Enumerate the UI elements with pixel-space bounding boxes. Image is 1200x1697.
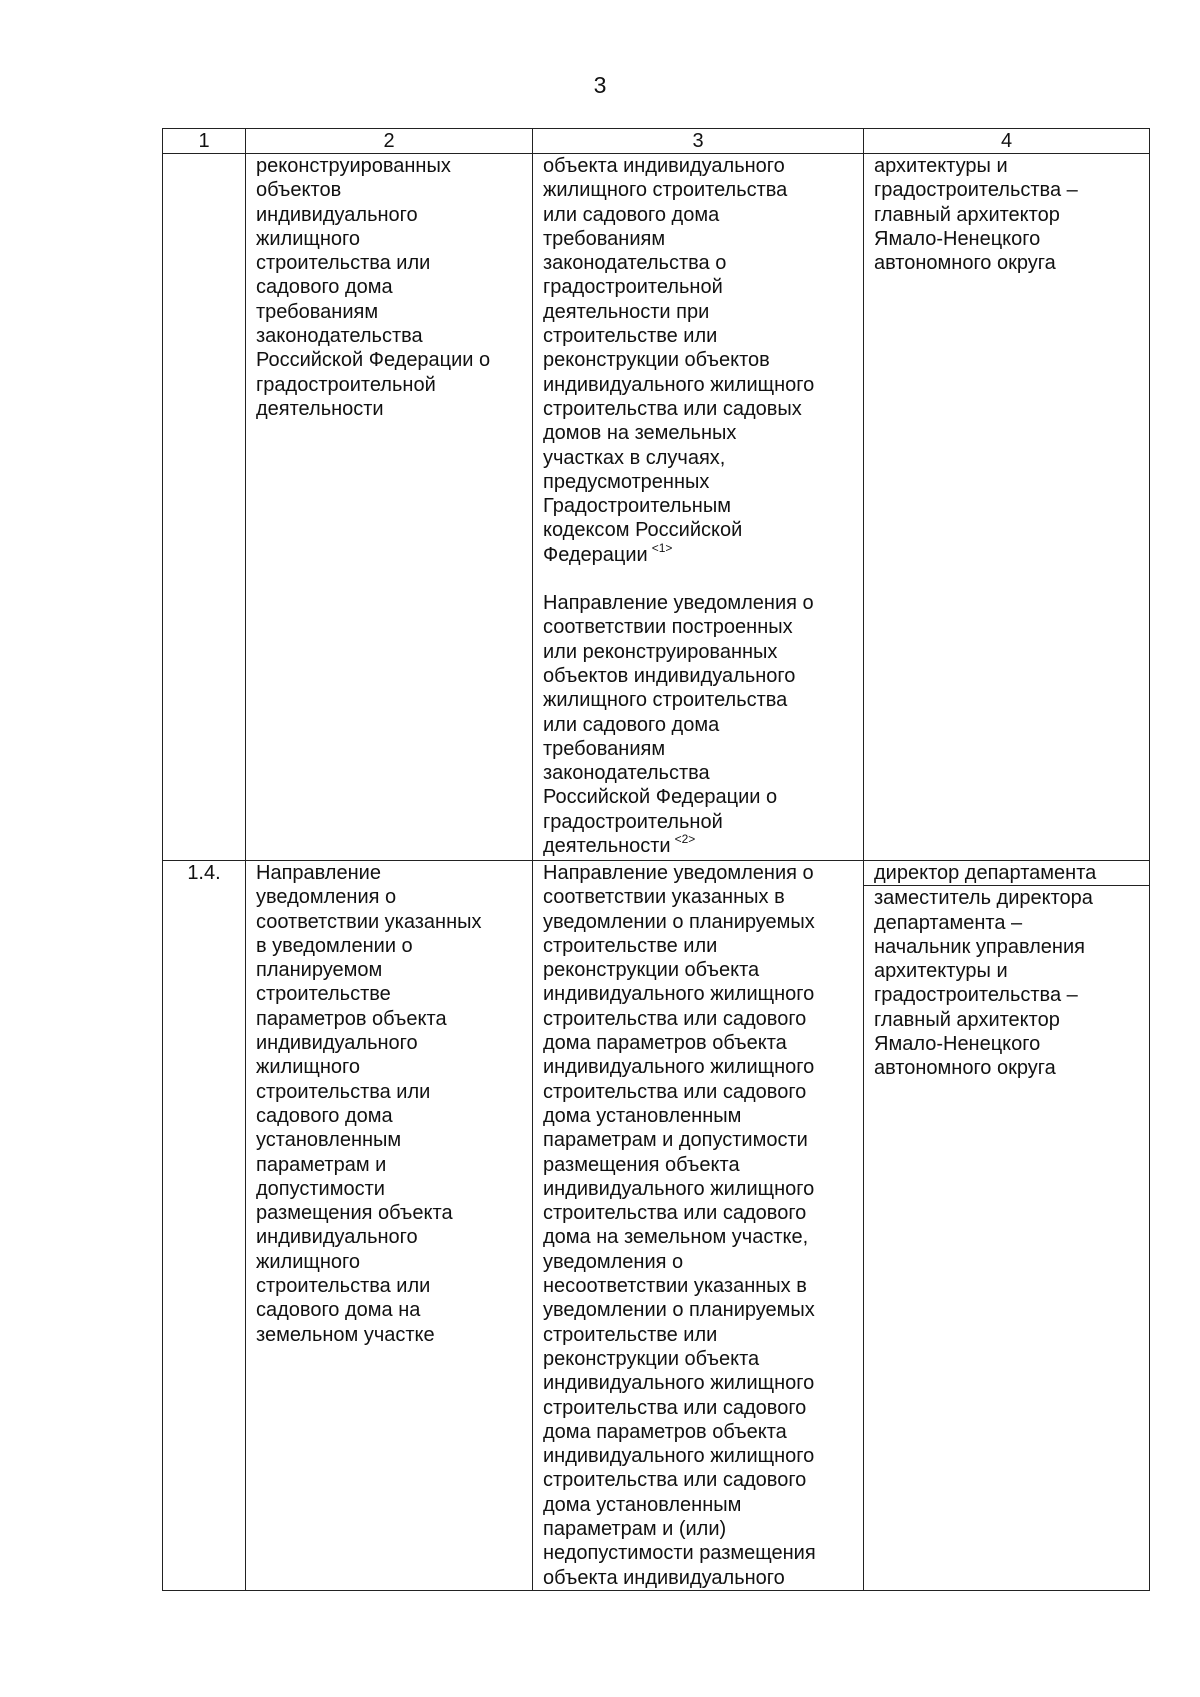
- column-header-1: 1: [163, 129, 246, 154]
- result-paragraph-2: [533, 591, 863, 858]
- result-cell: [533, 861, 864, 1591]
- footnote-ref-1: <1>: [651, 540, 673, 555]
- service-name-cell: [246, 154, 533, 861]
- result-text: Направление уведомления о соответствии указанных в уведомлении о планируемых строительстве или реконструкции объекта индивидуального жилищного строительства или садового дома параметров объекта индивидуального жилищного строительства или садового дома установленным параметрам и допустимости размещения объекта индивидуального жилищного строительства или садового дома на земельном участке, уведомления о несоответствии указанных в уведомлении о планируемых строительстве или реконструкции объекта индивидуального жилищного строительства или садового дома параметров объекта индивидуального жилищного строительства или садового дома установленным параметрам и (или) недопустимости размещения объекта индивидуального: [543, 862, 816, 1589]
- service-name-text: реконструированных объектов индивидуального жилищного строительства или садового дома требованиям законодательства Российской Федерации о градостроительной деятельности: [256, 155, 491, 420]
- official-text: архитектуры и градостроительства – главный архитектор Ямало-Ненецкого автономного округа: [874, 155, 1078, 275]
- column-header-3: 3: [533, 129, 864, 154]
- service-name-text: Направление уведомления о соответствии указанных в уведомлении о планируемом строительстве параметров объекта индивидуального жилищного строительства или садового дома установленным параметрам и допустимости размещения объекта индивидуального жилищного строительства или садового дома на земельном участке: [256, 862, 482, 1346]
- column-header-4: 4: [864, 129, 1150, 154]
- column-header-2: 2: [246, 129, 533, 154]
- row-number: 1.4.: [187, 862, 221, 884]
- row-number-cell-empty: [163, 154, 246, 861]
- official-primary: директор департамента: [864, 861, 1149, 886]
- official-deputy: заместитель директора департамента – начальник управления архитектуры и градостроительства – главный архитектор Ямало-Ненецкого автономного округа: [874, 887, 1093, 1080]
- page-number: 3: [593, 72, 607, 98]
- table-row-continued: [163, 154, 1150, 861]
- official-cell: [864, 861, 1150, 1591]
- table-header-row: [163, 129, 1150, 154]
- result-paragraph-1: [533, 154, 863, 567]
- result-paragraph-2-text: Направление уведомления о соответствии построенных или реконструированных объектов индивидуального жилищного строительства или садового дома требованиям законодательства Российской Федерации о градостроительной деятельности: [543, 592, 814, 858]
- result-paragraph-1-text: объекта индивидуального жилищного строительства или садового дома требованиям законодательства о градостроительной деятельности при строительстве или реконструкции объектов индивидуального жилищного строительства или садовых домов на земельных участках в случаях, предусмотренных Градостроительным кодексом Российской Федерации: [543, 155, 815, 566]
- footnote-ref-2: <2>: [674, 832, 696, 847]
- service-name-cell: [246, 861, 533, 1591]
- row-number-cell: [163, 861, 246, 1591]
- result-cell: [533, 154, 864, 861]
- official-cell: [864, 154, 1150, 861]
- document-table: [162, 128, 1150, 1591]
- table-row-1-4: [163, 861, 1150, 1591]
